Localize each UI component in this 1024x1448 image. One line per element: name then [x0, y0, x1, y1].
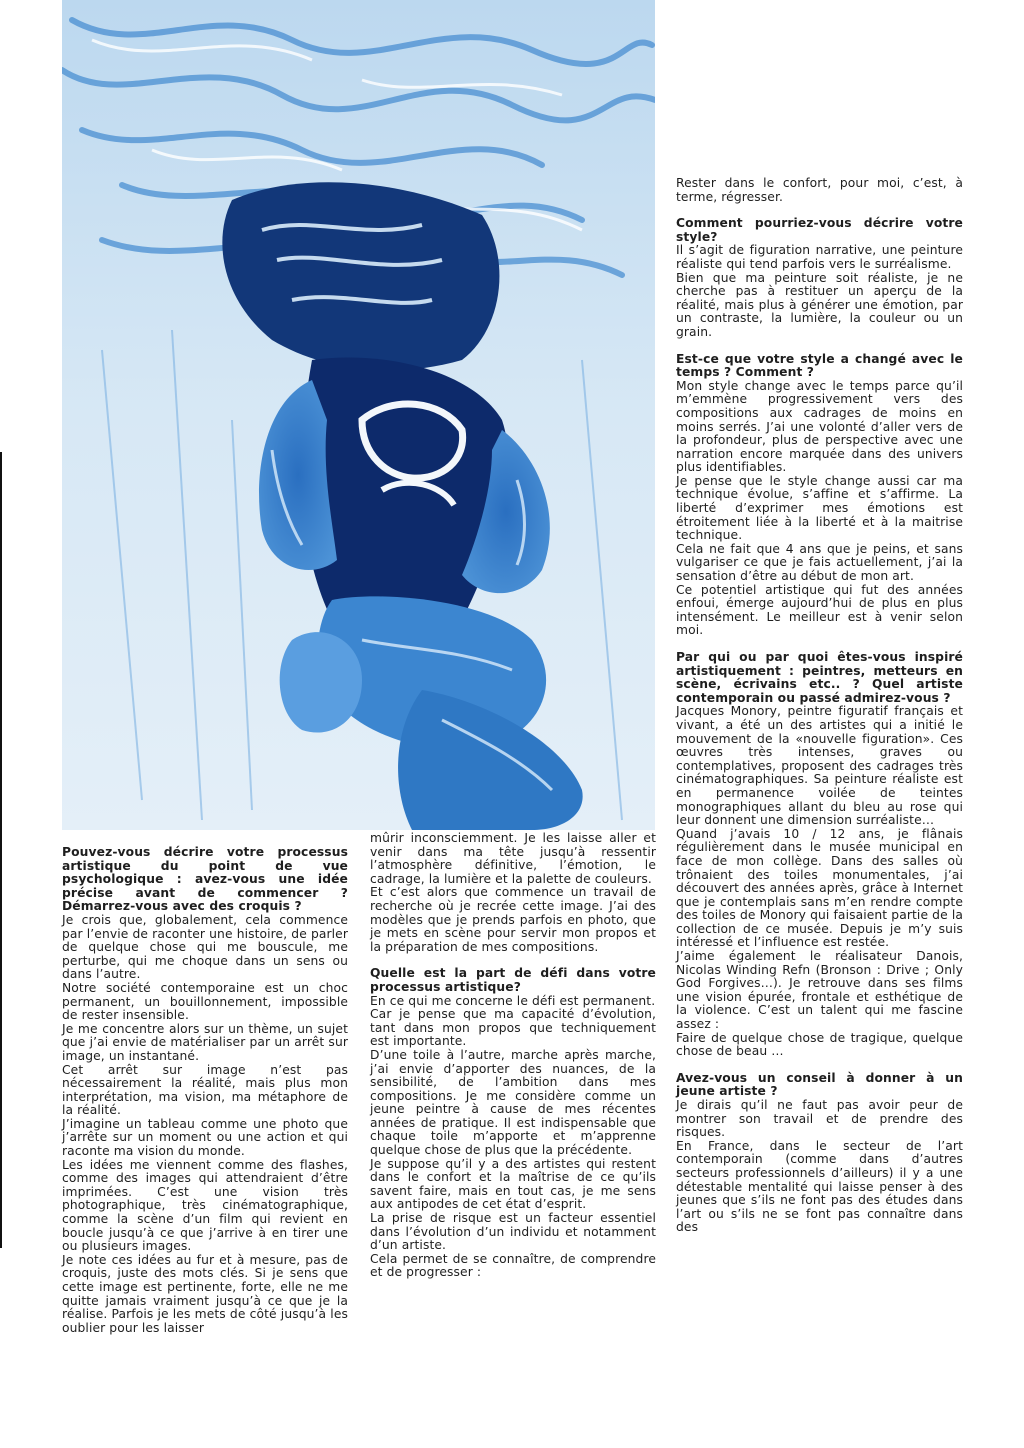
question-inspiration: Par qui ou par quoi êtes-vous inspiré artistiquement : peintres, metteurs en scène, écrivains etc.. ? Quel artiste contemporain ou passé admirez-vous ? [676, 650, 963, 705]
paragraph: En France, dans le secteur de l’art contemporain (comme dans d’autres secteurs professionnels d’ailleurs) il y a une détestable mentalité qui laisse penser à des jeunes que s’ils ne font pas des études dans l’art ou s’ils ne se font pas connaître dans des [676, 1138, 963, 1235]
paragraph: Je note ces idées au fur et à mesure, pas de croquis, juste des mots clés. Si je sens que cette image est pertinente, forte, elle ne me quitte jamais vraiment jusqu’à ce que je la réalise. Parfois je les mets de côté jusqu’à les oublier pour les laisser [62, 1252, 348, 1335]
page-edge-mark [0, 452, 2, 1248]
paragraph: Ce potentiel artistique qui fut des années enfoui, émerge aujourd’hui de plus en plus intensément. Le meilleur est à venir selon moi. [676, 582, 963, 638]
paragraph: Quand j’avais 10 / 12 ans, je flânais régulièrement dans le musée municipal en face de mon collège. Dans des salles où trônaient des toiles monumentales, j’ai découvert des années après, grâce à Internet que je contemplais sans m’en rendre compte des toiles de Monory qui faisaient partie de la collection de ce musée. Depuis je m’y suis intéressé et l’influence est restée. [676, 826, 963, 950]
paragraph: Je crois que, globalement, cela commence par l’envie de raconter une histoire, de parler de quelque chose qui me bouscule, me perturbe, qui me choque dans un sens ou dans l’autre. [62, 912, 348, 982]
paragraph: D’une toile à l’autre, marche après marche, j’ai envie d’apporter des nuances, de la sensibilité, de l’ambition dans mes compositions. Je me considère comme un jeune peintre à cause de mes récentes années de pratique. Il est indispensable que chaque toile m’apporte et m’apprenne quelque chose de plus que la précédente. [370, 1047, 656, 1158]
paragraph: Cela permet de se connaître, de comprendre et de progresser : [370, 1251, 656, 1280]
paragraph: Je suppose qu’il y a des artistes qui restent dans le confort et la maîtrise de ce qu’ils savent faire, mais en tout cas, je me sens aux antipodes de cet état d’esprit. [370, 1156, 656, 1212]
paragraph: Je dirais qu’il ne faut pas avoir peur de montrer son travail et de prendre des risques. [676, 1098, 963, 1140]
paragraph: J’aime également le réalisateur Danois, Nicolas Winding Refn (Bronson : Drive ; Only God Forgives…). Je retrouve dans ses films une vision épurée, frontale et esthétique de la violence. C’est un talent qui me fascine assez : [676, 949, 963, 1032]
paragraph: Notre société contemporaine est un choc permanent, un bouillonnement, impossible de rester insensible. [62, 980, 348, 1023]
paragraph: Bien que ma peinture soit réaliste, je ne cherche pas à restituer un aperçu de la réalité, mais plus à générer une émotion, par un contraste, la lumière, la couleur ou un grain. [676, 270, 963, 339]
paragraph: Les idées me viennent comme des flashes, comme des images qui attendraient d’être imprimées. C’est une vision très photographique, très cinématographique, comme la scène d’un film qui revient en boucle jusqu’à ce que j’arrive à en tirer une ou plusieurs images. [62, 1157, 348, 1254]
question-style: Comment pourriez-vous décrire votre style? [676, 216, 963, 244]
question-challenge: Quelle est la part de défi dans votre processus artistique? [370, 966, 656, 994]
paragraph: Rester dans le confort, pour moi, c’est, à terme, régresser. [676, 176, 963, 204]
paragraph: mûrir inconsciemment. Je les laisse aller et venir dans ma tête jusqu’à ressentir l’atmosphère définitive, l’émotion, le cadrage, la lumière et la palette de couleurs. [370, 831, 656, 886]
paragraph: Faire de quelque chose de tragique, quelque chose de beau … [676, 1030, 963, 1059]
question-advice: Avez-vous un conseil à donner à un jeune artiste ? [676, 1070, 963, 1099]
column-2 [370, 832, 656, 1280]
paragraph: Cet arrêt sur image n’est pas nécessairement la réalité, mais plus mon interprétation, ma vision, ma métaphore de la réalité. [62, 1062, 348, 1118]
paragraph: Mon style change avec le temps parce qu’il m’emmène progressivement vers des compositions aux cadrages de moins en moins serrés. J’ai une volonté d’aller vers de la profondeur, plus de perspective avec une narration encore marquée dans des univers plus identifiables. [676, 378, 963, 475]
column-1 [62, 846, 348, 1335]
paragraph: J’imagine un tableau comme une photo que j’arrête sur un moment ou une action et qui raconte ma vision du monde. [62, 1116, 348, 1159]
swimmer-knee [280, 632, 362, 732]
paragraph: Et c’est alors que commence un travail de recherche où je recrée cette image. J’ai des modèles que je prends parfois en photo, que je mets en scène pour servir mon propos et la préparation de mes compositions. [370, 885, 656, 954]
question-style-change: Est-ce que votre style a changé avec le temps ? Comment ? [676, 351, 963, 380]
paragraph: Je me concentre alors sur un thème, un sujet que j’ai envie de matérialiser par un arrêt sur image, un instantané. [62, 1021, 348, 1063]
paragraph: Cela ne fait que 4 ans que je peins, et sans vulgariser ce que je fais actuellement, j’ai la sensation d’être au début de mon art. [676, 541, 963, 584]
column-3 [676, 177, 963, 1235]
paragraph: Car je pense que ma capacité d’évolution, tant dans mon propos que techniquement est importante. [370, 1007, 656, 1049]
painting-artwork [62, 0, 655, 830]
paragraph: En ce qui me concerne le défi est permanent. [370, 993, 656, 1008]
paragraph: La prise de risque est un facteur essentiel dans l’évolution d’un individu et notamment d’un artiste. [370, 1211, 656, 1253]
paragraph: Je pense que le style change aussi car ma technique évolue, s’affine et s’affirme. La liberté d’exprimer mes émotions est étroitement liée à la liberté et à la maitrise technique. [676, 473, 963, 543]
paragraph: Jacques Monory, peintre figuratif français et vivant, a été un des artistes qui a initié le mouvement de la «nouvelle figuration». Ces œuvres très intenses, graves ou contemplatives, proposent des cadrages très cinématographiques. Sa peinture réaliste est en permanence voilée de teintes monographiques allant du bleu au rose qui leur donnent une dimension surréaliste… [676, 704, 963, 828]
paragraph: Il s’agit de figuration narrative, une peinture réaliste qui tend parfois vers le surréalisme. [676, 243, 963, 271]
question-artistic-process: Pouvez-vous décrire votre processus artistique du point de vue psychologique : avez-vous une idée précise avant de commencer ? Démarrez-vous avec des croquis ? [62, 845, 348, 914]
underwater-painting [62, 0, 655, 830]
